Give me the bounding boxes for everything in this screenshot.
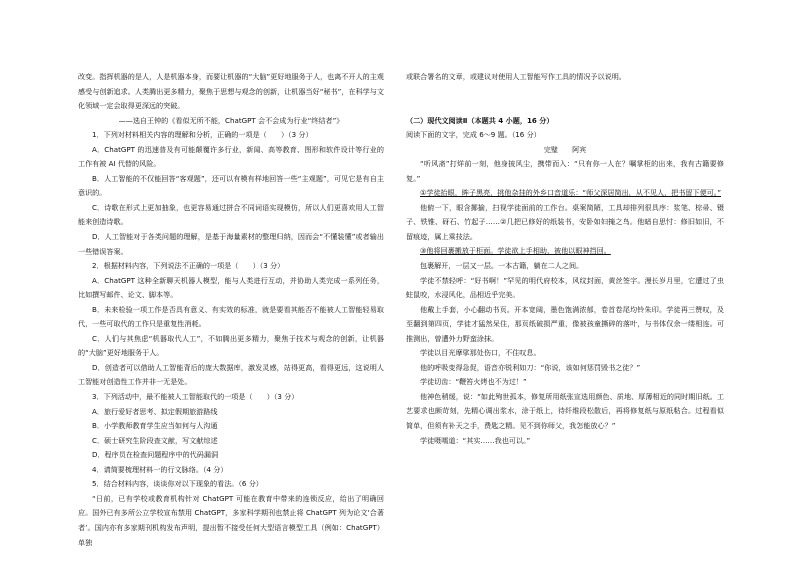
story-paragraph-6: 学徒不禁轻呼：“好书啊！”罕见的明代府校本，风纹封面，黄丝签字。漫长岁月里，它遭过了虫蛀鼠咬，水浸风化，品相近乎完美。: [406, 275, 724, 300]
question-3-option-d: D．程序员在检查问题程序中的代码漏洞: [92, 450, 219, 460]
story-paragraph-12: 学徒嗫嚅道：“其实……我也可以。”: [420, 435, 531, 445]
question-2-option-a: A．ChatGPT 这种全新聊天机器人模型，能与人类进行互动，并协助人类完成一系列任务，比如撰写邮件、论文、脚本等。: [78, 275, 384, 300]
question-5: 5．结合材料内容，谈谈你对以下现象的看法。（6 分）: [92, 479, 263, 489]
question-1-option-b: B．人工智能的不仅能回答“客观题”，还可以有模有样地回答一些“主观题”，可见它是有自主意识的。: [78, 173, 384, 198]
question-1-option-d: D．人工智能对于各类问题的理解，是基于海量素材的整理归纳，因而会“不懂装懂”或者输出一些错误答案。: [78, 232, 384, 256]
question-3-option-b: B．小学教师教育学生应当如何与人沟通: [92, 421, 218, 431]
question-2: 2．根据材料内容，下列说法不正确的一项是（ ）（3 分）: [92, 261, 285, 271]
question-2-option-c: C．人们与其焦虑“机器取代人工”，不如腾出更多精力，聚焦于技术与观念的创新，让机器的“大脑”更好地服务于人。: [78, 333, 384, 358]
story-paragraph-5: 包裹解开，一层又一层。一本古籍，躺在二人之间。: [420, 261, 584, 271]
underlined-sentence-3: ③他将回裹搬放于柜面。学徒欲上手相助，被他以眼神挡回。: [420, 246, 611, 256]
story-title: 完璧 阿宾: [543, 144, 587, 154]
question-3-option-a: A．旅行爱好者思考、拟定假期旅游路线: [92, 406, 218, 416]
story-paragraph-3: 他俯一下，眼含揶揄，扫视学徒面前的工作台。桌案简陋，工具却排列很具序：浆笔、棕帚、镊子、铁锥、砑石、竹起子……②几把已修好的纸装书，安卧如妇掩之鸟。他暗自思忖：修旧如旧，不留痕迹，属上乘技法。: [406, 202, 724, 241]
question-1-option-a: A．ChatGPT 的迅速普及有可能颠覆许多行业，新闻、高等教育、图形和软件设计等行业的工作有被 AI 代替的风险。: [78, 144, 384, 169]
section-instructions: 阅读下面的文字，完成 6～9 题。（16 分）: [406, 130, 541, 140]
spacer: [406, 85, 724, 100]
story-paragraph-10: 学徒切齿：“鞭笞火烤也不为过！”: [420, 377, 527, 387]
quoted-material: “日前，已有学校或教育机构针对 ChatGPT 可能在教育中带来的连锁反应，给出了明确回应。国外已有多所公立学校宣布禁用 ChatGPT，多家科学期刊也禁止将 ChatGPT 列为论文‘合著者’。国内亦有多家期刊机构发布声明，提出暂不接受任何大型语言模型工具（例如：ChatGPT）单独: [78, 493, 384, 547]
story-paragraph-11: 他神色稍缓，说：“如此殉世孤本，修复所用纸张宣选用颜色、质地、厚薄相近的同时期旧纸。工艺要求也颇苛刻，先精心调出浆水，涂于纸上，待纤维段松散后，再将修复纸与原纸粘合。过程看似简单，但须有补天之手，费匙之精。见不到你师父，我怎能放心？”: [406, 391, 724, 431]
quoted-material-end: 或联合署名的文章，或建议对使用人工智能写作工具的情况予以说明。: [406, 72, 626, 81]
question-4: 4．请简要梳理材料一的行文脉络。（4 分）: [92, 464, 228, 474]
right-column: [406, 70, 724, 448]
left-column: [78, 70, 384, 550]
question-3: 3．下列活动中，最不能被人工智能取代的一项是（ ）（3 分）: [92, 392, 299, 402]
underlined-sentence-1: ①学徒抬眼，眸子黑亮，挑他杂挂的外乡口音道乐：“师父深居简出，从不见人，把书留下便可。”: [420, 188, 722, 198]
question-1-option-c: C．诗歌在形式上更加抽象，也更容易通过拼合不同词语实现模仿，所以人们更喜欢用人工智能来创造诗歌。: [78, 202, 384, 227]
question-2-option-b: B．未来检验一项工作是否具有意义、有实效的标准，就是要看其能否不能被人工智能轻易取代，一些可取代的工作只是重复性消耗。: [78, 304, 384, 329]
paragraph-continued: 改变。指挥机器的是人，人是机器本身，而要让机器的“大脑”更好地服务于人，也离不开人的主观感受与创新追求。人类腾出更多精力，聚焦于思想与观念的创新，让机器当好“秘书”，在科学与文化领域一定会取得更深远的突破。: [78, 72, 384, 111]
spacer: [406, 99, 724, 114]
story-paragraph-9: 他的呼吸变得急促，语音亦锐利如刀：“你说，该如何惩罚毁书之徒？”: [420, 362, 641, 372]
question-3-option-c: C．硕士研究生阶段查文献，写文献综述: [92, 435, 218, 445]
story-paragraph-2: [406, 186, 724, 201]
story-paragraph-7: 他戴上手套，小心翻动书页。开本宽阔，墨色饱满浓郁，卷首卷尾均铃朱印。学徒再三赞叹，及至翻到第四页，学徒才猛然呆住，那页纸破损严重，像被孩童撕碎的落叶，与书体仅余一缕相连。可推测出，曾遭外力野蛮涂抹。: [406, 304, 724, 343]
story-paragraph-1: “听风斋”打烊前一刻，他身披风尘，携带而入：“只有你一人在？嘱掌柜的出来，我有古籍要修复。”: [406, 159, 724, 183]
question-2-option-d: D．创造者可以借助人工智能背后的庞大数据库，激发灵感，站得更高，看得更远，这说明人工智能对创造性工作并非一无是处。: [78, 362, 384, 387]
story-paragraph-4: [406, 244, 724, 259]
source-citation: ——选自王钟的《看似无所不能，ChatGPT 会不会成为行业“终结者”》: [118, 115, 344, 125]
question-1: 1．下列对材料相关内容的理解和分析，正确的一项是（ ）（3 分）: [92, 130, 313, 140]
section-heading: （二）现代文阅读Ⅱ（本题共 4 小题，16 分）: [406, 115, 554, 125]
story-paragraph-8: 学徒以目光摩挲那处伤口，不住叹息。: [420, 348, 541, 358]
